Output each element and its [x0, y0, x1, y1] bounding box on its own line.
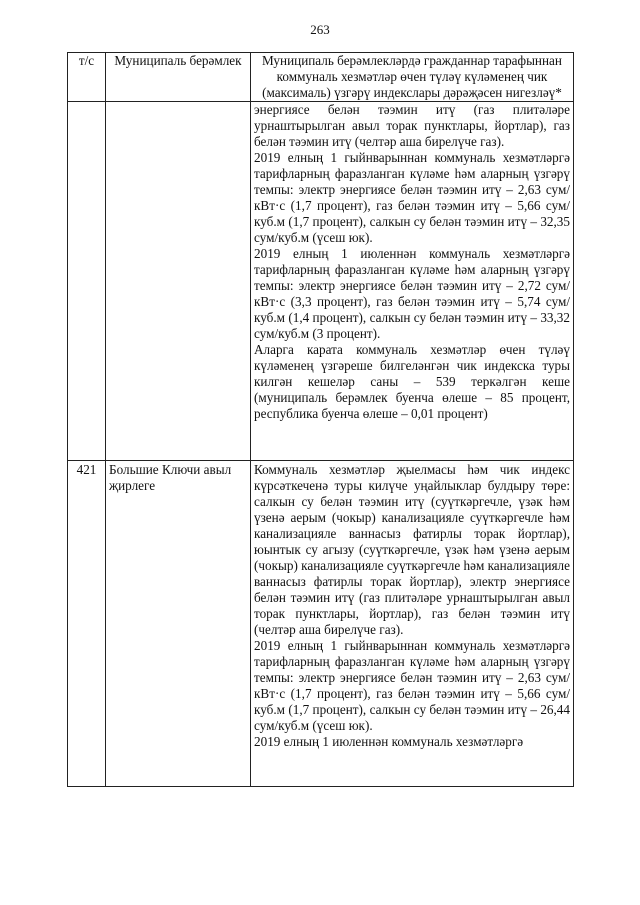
- description-paragraph: энергиясе белән тәэмин итү (газ плитәләре урнаштырылган авыл торак пунктлары, йортлар), газ белән тәэмин итү (челтәр аша бирелүче газ).: [254, 102, 570, 149]
- row-description: [251, 102, 574, 461]
- column-header-municipality: Муниципаль берәмлек: [106, 53, 251, 102]
- column-header-description: Муниципаль берәмлекләрдә гражданнар тарафыннан коммуналь хезмәтләр өчен түләү күләменең чик (максималь) үзгәрү индекслары дәрәҗәсен нигезләү*: [251, 53, 574, 102]
- row-number: 421: [68, 461, 106, 787]
- page-number: 263: [310, 22, 330, 37]
- description-paragraph: Коммуналь хезмәтләр җыелмасы һәм чик индекс күрсәткеченә туры килүче уңайлыклар булдыру төре: салкын су белән тәэмин итү (суүткәргечле, үзәк һәм үзенә аерым (чокыр) канализацияле суүткәргечле һәм канализацияле ваннасыз фатирлы торак йортлар), юынтык су агызу (суүткәргечле, үзәк һәм үзенә аерым (чокыр) канализацияле суүткәргечле һәм канализацияле ваннасыз фатирлы торак йортлар), электр энергиясе белән тәэмин итү (газ плитәләре урнаштырылган авыл торак пунктлары, йортлар), газ белән тәэмин итү (челтәр аша бирелүче газ).: [254, 462, 570, 637]
- row-municipality: Большие Ключи авыл җирлеге: [106, 461, 251, 787]
- description-paragraph: Аларга карата коммуналь хезмәтләр өчен түләү күләменең үзгәреше билгеләнгән чик индекска туры килгән кешеләр саны – 539 теркәлгән кеше (муниципаль берәмлек буенча өлеше – 85 процент, республика буенча өлеше – 0,01 процент): [254, 342, 570, 421]
- row-municipality: [106, 102, 251, 461]
- table-row: [68, 461, 574, 787]
- table-header-row: [68, 53, 574, 102]
- description-paragraph: 2019 елның 1 июленнән коммуналь хезмәтләргә тарифларның фаразланган күләме һәм аларның үзгәрү темпы: электр энергиясе белән тәэмин итү – 2,72 сум/кВт·с (3,3 процент), газ белән тәэмин итү – 5,74 сум/куб.м (1,4 процент), салкын су белән тәэмин итү – 33,32 сум/куб.м (3 процент).: [254, 246, 570, 341]
- row-description: [251, 461, 574, 787]
- column-header-number: т/с: [68, 53, 106, 102]
- description-paragraph: 2019 елның 1 гыйнварыннан коммуналь хезмәтләргә тарифларның фаразланган күләме һәм аларның үзгәрү темпы: электр энергиясе белән тәэмин итү – 2,63 сум/кВт·с (1,7 процент), газ белән тәэмин итү – 5,66 сум/куб.м (1,7 процент), салкын су белән тәэмин итү – 26,44 сум/куб.м (үсеш юк).: [254, 638, 570, 733]
- description-paragraph: 2019 елның 1 гыйнварыннан коммуналь хезмәтләргә тарифларның фаразланган күләме һәм аларның үзгәрү темпы: электр энергиясе белән тәэмин итү – 2,63 сум/кВт·с (1,7 процент), газ белән тәэмин итү – 5,66 сум/куб.м (1,7 процент), салкын су белән тәэмин итү – 32,35 сум/куб.м (үсеш юк).: [254, 150, 570, 245]
- description-paragraph: 2019 елның 1 июленнән коммуналь хезмәтләргә: [254, 734, 524, 749]
- table-row: [68, 102, 574, 461]
- tariff-index-table: [67, 52, 574, 787]
- row-number: [68, 102, 106, 461]
